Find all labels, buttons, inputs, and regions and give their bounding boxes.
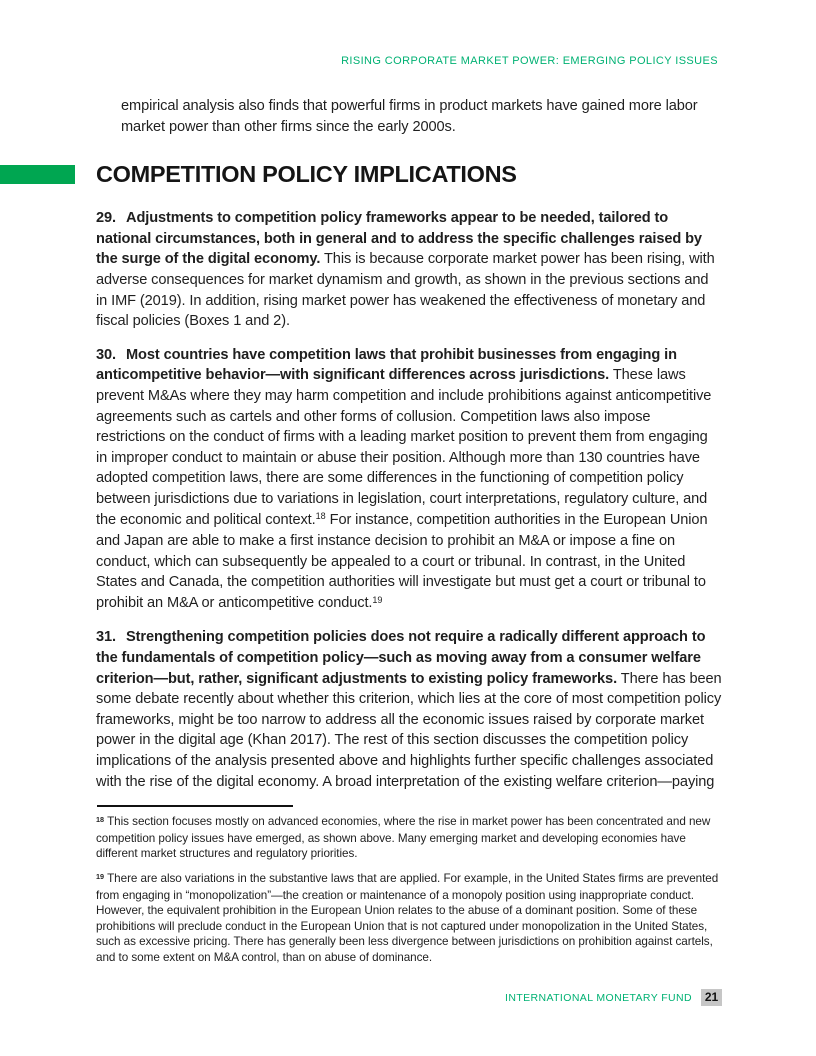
footnote-18-text: This section focuses mostly on advanced economies, where the rise in market power has been concentrated and new competition policy issues have emerged, as shown above. Many emerging market and developing economies have different market structures and regulatory priorities.	[96, 815, 711, 861]
paragraph-30-number: 30.	[96, 346, 116, 363]
footnote-19	[96, 871, 722, 966]
footnote-ref-19: 19	[372, 594, 383, 605]
footnote-19-marker: 19	[96, 871, 105, 881]
footnote-19-text: There are also variations in the substantive laws that are applied. For example, in the United States firms are prevented from engaging in “monopolization”—the creation or maintenance of a monopoly position using inappropriate conduct. However, the equivalent prohibition in the European Union relates to the abuse of a dominant position. Some of these prohibitions will preclude conduct in the European Union that is not captured under monopolization in the United States, such as excessive pricing. There has generally been less divergence between jurisdictions on prohibition against cartels, and to some extent on M&A control, than on abuse of dominance.	[96, 872, 719, 964]
page-footer	[505, 989, 722, 1006]
footnote-18	[96, 814, 722, 862]
paragraph-30-lead-bold: Most countries have competition laws that prohibit businesses from engaging in anticompetitive behavior—with significant differences across jurisdictions.	[96, 346, 677, 384]
paragraph-31-lead-bold: Strengthening competition policies does not require a radically different approach to the fundamentals of competition policy—such as moving away from a consumer welfare criterion—but, rather, significant adjustments to existing policy frameworks.	[96, 629, 706, 687]
paragraph-31-number: 31.	[96, 629, 116, 646]
paragraph-29-text: This is because corporate market power has been rising, with adverse consequences for market dynamism and growth, as shown in the previous sections and in IMF (2019). In addition, rising market power has weakened the effectiveness of monetary and fiscal policies (Boxes 1 and 2).	[96, 251, 715, 330]
section-heading-row	[96, 160, 722, 189]
page-header	[96, 51, 718, 69]
footnote-ref-18: 18	[315, 511, 326, 522]
footnote-separator-rule	[97, 805, 293, 807]
paragraph-29	[96, 208, 722, 332]
paragraph-30	[96, 345, 722, 615]
intro-continuation-paragraph	[96, 96, 722, 137]
paragraph-29-lead-bold: Adjustments to competition policy frameworks appear to be needed, tailored to national circumstances, both in general and to address the specific challenges raised by the surge of the digital economy.	[96, 210, 702, 268]
intro-continuation-text: empirical analysis also finds that powerful firms in product markets have gained more labor market power than other firms since the early 2000s.	[121, 98, 698, 135]
paragraph-29-number: 29.	[96, 210, 116, 227]
footnote-18-marker: 18	[96, 814, 105, 824]
section-heading: COMPETITION POLICY IMPLICATIONS	[96, 161, 517, 188]
section-accent-bar	[0, 165, 75, 184]
paragraph-31	[96, 627, 722, 792]
page-number-badge: 21	[701, 989, 722, 1006]
footer-organization: INTERNATIONAL MONETARY FUND	[505, 991, 692, 1004]
paragraph-30-text-2: For instance, competition authorities in the European Union and Japan are able to make a first instance decision to prohibit an M&A or impose a fine on conduct, which can subsequently be appealed to a court or tribunal. In contrast, in the United States and Canada, the competition authorities will investigate but must get a court or tribunal to prohibit an M&A or anticompetitive conduct.	[96, 511, 708, 611]
paragraph-31-text: There has been some debate recently about whether this criterion, which lies at the core of most competition policy frameworks, might be too narrow to address all the economic issues raised by corporate market power in the digital age (Khan 2017). The rest of this section discusses the competition policy implications of the analysis presented above and highlights further specific challenges associated with the rise of the digital economy. A broad interpretation of the existing welfare criterion—paying	[96, 670, 722, 790]
paragraph-30-text-1: These laws prevent M&As where they may harm competition and include prohibitions against anticompetitive agreements such as cartels and other forms of collusion. Competition laws also impose restrictions on the conduct of firms with a leading market position to prevent them from engaging in improper conduct to maintain or abuse their position. Although more than 130 countries have adopted competition laws, there are some differences in the functioning of competition policy between jurisdictions due to variations in legislation, court interpretations, regulatory culture, and the economic and political context.	[96, 367, 712, 528]
running-header-title: RISING CORPORATE MARKET POWER: EMERGING POLICY ISSUES	[341, 55, 718, 67]
page-content	[96, 96, 722, 975]
